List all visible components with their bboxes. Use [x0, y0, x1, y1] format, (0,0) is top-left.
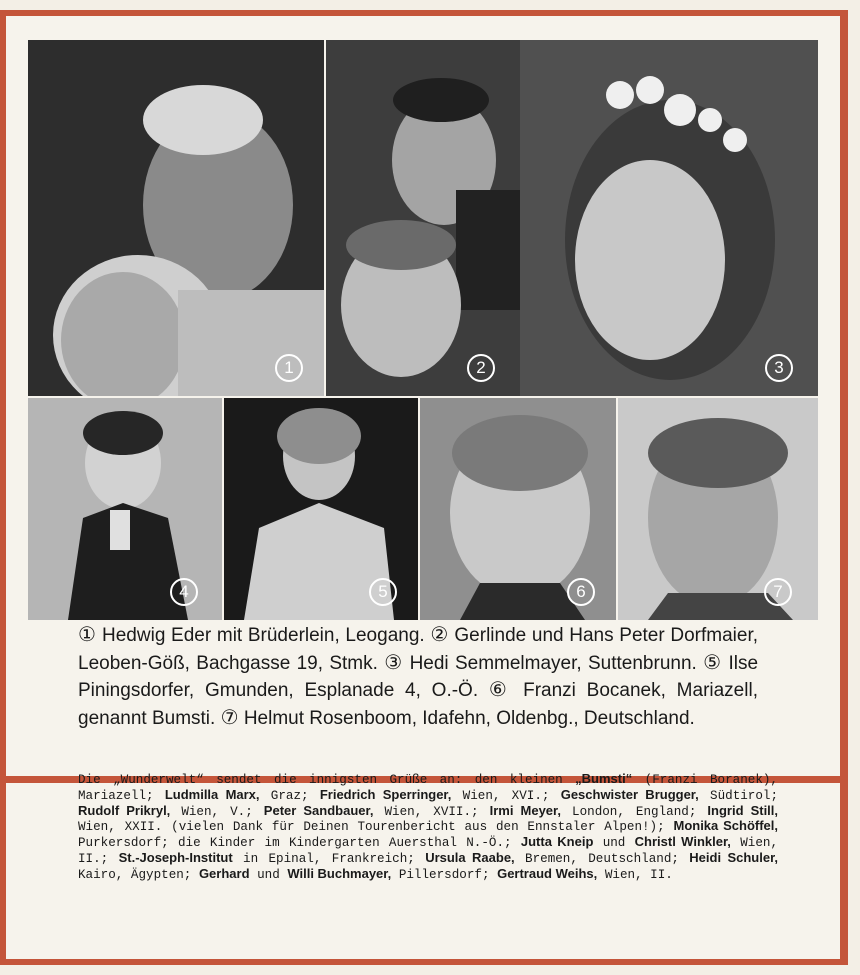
caption-text: Franzi Bocanek, Mariazell, genannt Bumsti.: [78, 680, 758, 729]
photo-3: [520, 40, 818, 396]
photo-7: [618, 398, 818, 620]
photo-6: [420, 398, 616, 620]
photo-number-badge: 2: [467, 354, 495, 382]
greeting-detail: Wien, V.;: [181, 804, 253, 819]
photo-2-image: [326, 40, 520, 396]
photo-4: [28, 398, 222, 620]
greeting-name: Gertraud Weihs,: [497, 865, 598, 881]
photo-1: [28, 40, 324, 396]
caption-text: Ilse Piningsdorfer, Gmunden, Esplanade 4, O.-Ö.: [78, 652, 759, 701]
photo-number-badge: 4: [170, 578, 198, 606]
photo-2: [326, 40, 520, 396]
greeting-name: Friedrich Sperringer,: [319, 786, 452, 802]
greeting-detail: Graz;: [270, 788, 309, 803]
caption-text: Hedwig Eder mit Brüderlein, Leogang.: [102, 625, 425, 646]
greeting-detail: (Franzi Boranek), Mariazell;: [78, 773, 778, 803]
caption-number: ③: [384, 651, 404, 674]
greeting-name: Gerhard: [198, 865, 250, 881]
greeting-name: Peter Sandbauer,: [263, 802, 374, 818]
photo-number-badge: 1: [275, 354, 303, 382]
greeting-name: Irmi Meyer,: [489, 802, 561, 818]
greeting-detail: Wien, XXII. (vielen Dank für Deinen Tourenbericht aus den Ennstaler Alpen!);: [78, 820, 665, 835]
greeting-detail: und: [257, 867, 280, 882]
greeting-name: Rudolf Prikryl,: [78, 802, 171, 818]
photo-number-badge: 6: [567, 578, 595, 606]
greeting-detail: Bremen, Deutschland;: [525, 851, 679, 866]
greeting-detail: Wien, II.: [604, 867, 673, 882]
greeting-detail: Wien, XVII.;: [384, 804, 479, 819]
greeting-detail: Wien, II.;: [78, 836, 779, 866]
photo-3-image: [520, 40, 818, 396]
greeting-detail: und: [602, 836, 626, 851]
caption-number: ⑤: [703, 651, 723, 674]
greeting-detail: in Epinal, Frankreich;: [243, 851, 415, 866]
greeting-detail: Kairo, Ägypten;: [78, 867, 192, 882]
greetings-paragraph: [78, 772, 778, 883]
greeting-name: Willi Buchmayer,: [287, 865, 392, 881]
greeting-detail: Wien, XVI.;: [462, 788, 550, 803]
greeting-detail: London, England;: [572, 804, 697, 819]
greeting-name: Jutta Kneip: [520, 834, 594, 850]
greeting-name: Monika Schöffel,: [673, 818, 779, 834]
greeting-name: Ludmilla Marx,: [164, 786, 260, 802]
caption-text: Helmut Rosenboom, Idafehn, Oldenbg., Deutschland.: [243, 707, 695, 729]
caption-number: ⑥: [488, 679, 513, 701]
photo-captions: [78, 622, 758, 732]
greeting-detail: Pillersdorf;: [398, 867, 490, 882]
greeting-name: Christl Winkler,: [634, 834, 731, 850]
photo-1-image: [28, 40, 324, 396]
photo-number-badge: 7: [764, 578, 792, 606]
photo-number-badge: 5: [369, 578, 397, 606]
photo-5: [224, 398, 418, 620]
greeting-name: Heidi Schuler,: [689, 849, 779, 865]
greetings-intro: Die „Wunderwelt“ sendet die innigsten Grüße an: den kleinen: [78, 773, 563, 787]
greeting-detail: Südtirol;: [710, 788, 779, 803]
greeting-name: Ursula Raabe,: [425, 849, 515, 865]
caption-text: Gerlinde und Hans Peter Dorfmaier, Leoben-Göß, Bachgasse 19, Stmk.: [78, 625, 759, 674]
caption-number: ②: [430, 624, 449, 646]
greeting-detail: Purkersdorf; die Kinder im Kindergarten Auersthal N.-Ö.;: [78, 836, 512, 851]
caption-number: ⑦: [220, 706, 239, 729]
caption-number: ①: [78, 624, 97, 646]
greeting-name: „Bumsti“: [575, 771, 633, 786]
greeting-name: Geschwister Brugger,: [560, 786, 699, 802]
greeting-name: St.-Joseph-Institut: [118, 849, 233, 865]
greeting-name: Ingrid Still,: [707, 802, 779, 818]
caption-text: Hedi Semmelmayer, Suttenbrunn.: [409, 652, 697, 674]
photo-number-badge: 3: [765, 354, 793, 382]
